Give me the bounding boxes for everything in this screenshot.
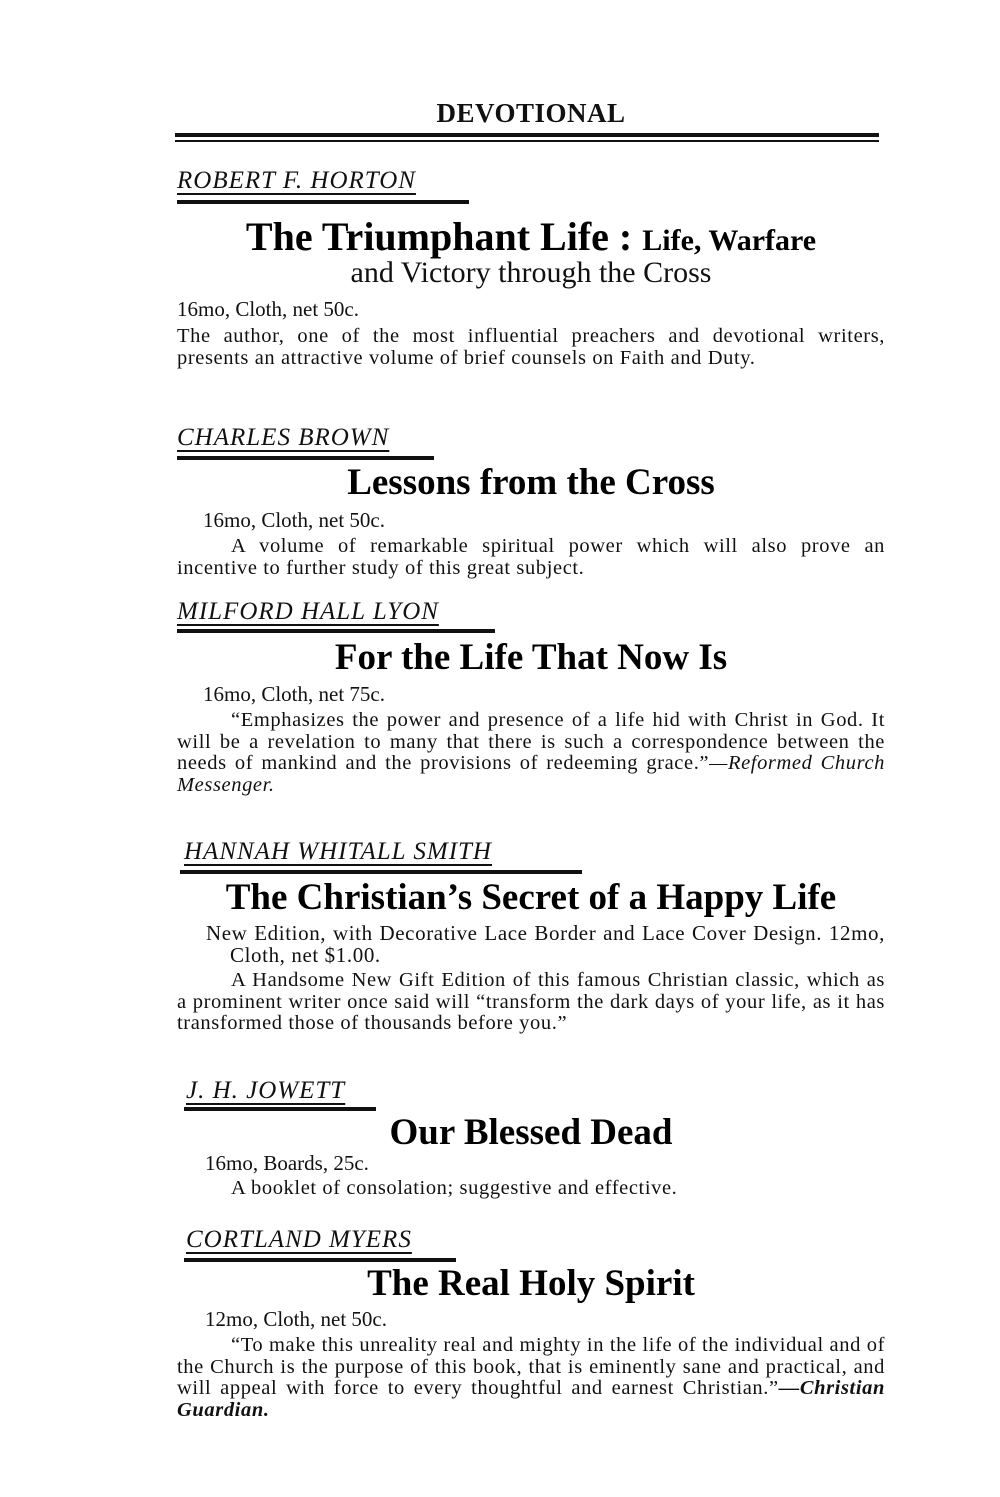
book-title: Our Blessed Dead (389, 1112, 673, 1153)
book-title-line2: and Victory through the Cross (350, 256, 712, 289)
author-name: J. H. JOWETT (186, 1077, 346, 1104)
author-name: HANNAH WHITALL SMITH (184, 838, 492, 865)
book-title: The Real Holy Spirit (367, 1263, 695, 1304)
book-description (177, 1335, 885, 1421)
book-title-main: The Triumphant Life : (245, 214, 633, 259)
section-heading: DEVOTIONAL (436, 98, 626, 128)
review-source: —Reformed Church Messenger. (177, 752, 885, 796)
book-title: The Christian’s Secret of a Happy Life (225, 877, 837, 918)
book-format-price: 16mo, Boards, 25c. (205, 1151, 369, 1175)
author-name: CHARLES BROWN (177, 424, 390, 451)
book-description (177, 710, 885, 796)
review-quote: “To make this unreality real and mighty in the life of the individual and of the Church is the purpose of this book, that is eminently sane and practical, and will appeal with force to every thoughtful and earnest Christian.” (177, 1334, 885, 1399)
heading-rule-thin (175, 140, 879, 142)
author-name: CORTLAND MYERS (186, 1226, 412, 1253)
review-quote: “Emphasizes the power and presence of a life hid with Christ in God. It will be a revelation to many that there is such a correspondence between the needs of mankind and the provisions of redeeming grace.” (177, 709, 885, 774)
book-description: A booklet of consolation; suggestive and effective. (231, 1177, 678, 1199)
heading-rule (175, 133, 879, 137)
author-name: MILFORD HALL LYON (177, 598, 439, 625)
author-name: ROBERT F. HORTON (177, 167, 416, 194)
book-format-price: 16mo, Cloth, net 50c. (203, 508, 385, 532)
author-rule (177, 456, 434, 460)
book-title: For the Life That Now Is (334, 637, 728, 678)
author-rule (177, 200, 469, 204)
book-description: A volume of remarkable spiritual power which will also prove an incentive to further study of this great subject. (177, 535, 885, 579)
book-format-price: 16mo, Cloth, net 75c. (203, 682, 385, 706)
book-title (175, 213, 887, 260)
book-format-price: New Edition, with Decorative Lace Border and Lace Cover Design. 12mo, Cloth, net $1.00. (206, 921, 885, 967)
book-description: A Handsome New Gift Edition of this famous Christian classic, which as a prominent writer once said will “transform the dark days of your life, as it has transformed those of thousands before you.” (177, 969, 885, 1034)
author-rule (177, 629, 495, 633)
review-source: —Christian Guardian. (177, 1377, 885, 1421)
book-title: Lessons from the Cross (347, 462, 715, 503)
book-description: The author, one of the most influential preachers and devotional writers, presents an attractive volume of brief counsels on Faith and Duty. (177, 325, 885, 369)
book-format-price: 12mo, Cloth, net 50c. (205, 1307, 387, 1331)
book-title-sub: Life, Warfare (642, 224, 817, 257)
author-rule (180, 870, 582, 874)
book-format-price: 16mo, Cloth, net 50c. (177, 297, 359, 321)
